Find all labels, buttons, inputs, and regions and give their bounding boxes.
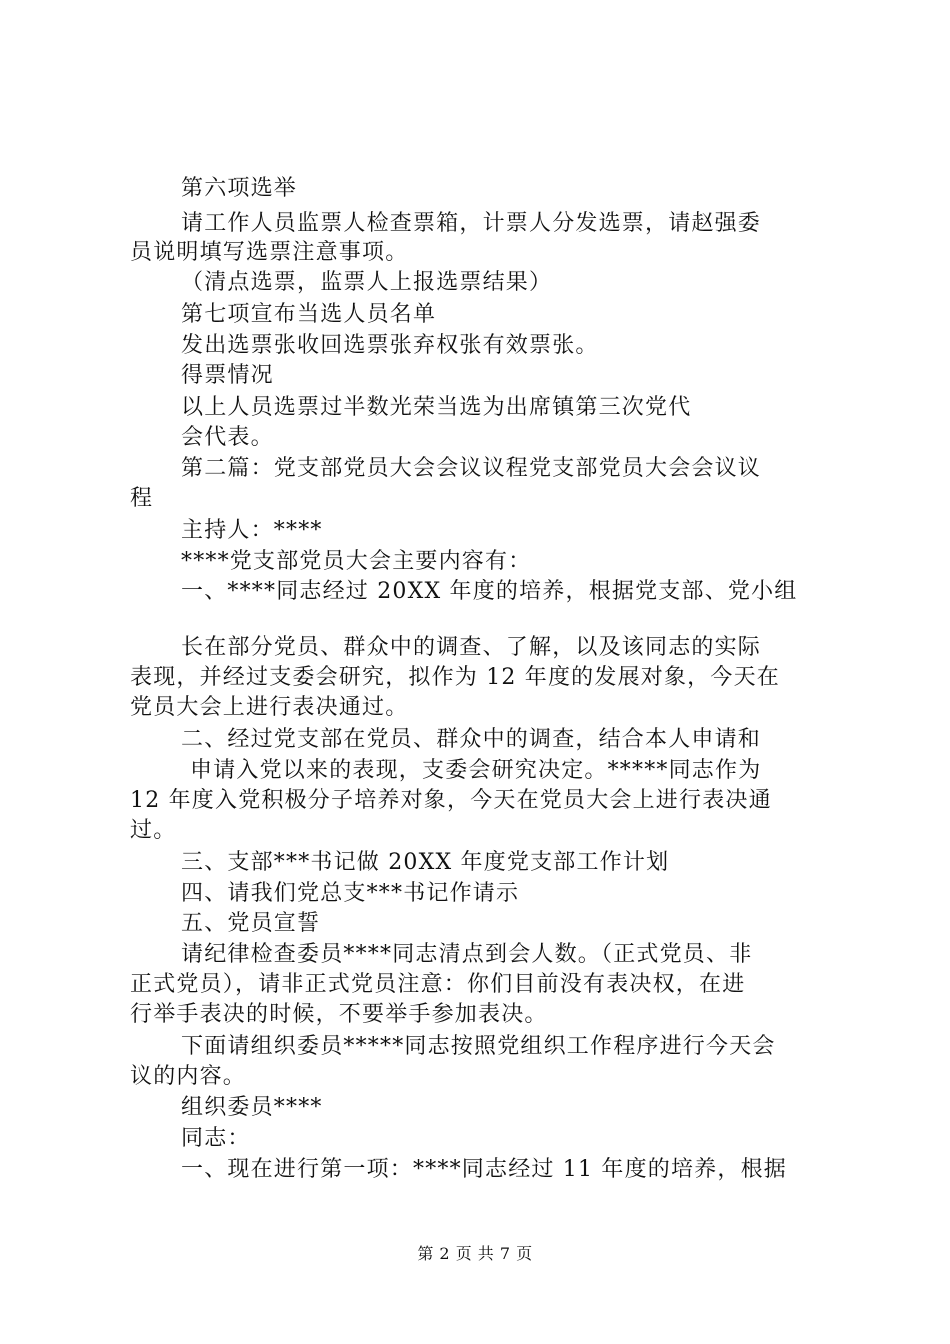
- text-line: 党员大会上进行表决通过。: [130, 695, 409, 720]
- text-line: 第七项宣布当选人员名单: [181, 302, 437, 327]
- text-line: 下面请组织委员*****同志按照党组织工作程序进行今天会: [181, 1034, 776, 1059]
- text-line: 主持人：****: [181, 518, 323, 543]
- text-line: 以上人员选票过半数光荣当选为出席镇第三次党代: [181, 395, 692, 420]
- text-line: 四、请我们党总支***书记作请示: [181, 881, 520, 906]
- section-heading-continued: 程: [130, 486, 154, 511]
- text-line: 员说明填写选票注意事项。: [130, 240, 409, 265]
- text-line: 议的内容。: [130, 1064, 247, 1089]
- section-heading: 第二篇：党支部党员大会会议议程党支部党员大会会议议: [181, 456, 762, 481]
- text-line: ****党支部党员大会主要内容有：: [181, 549, 532, 574]
- text-line: 第六项选举: [181, 176, 298, 201]
- text-line: 表现，并经过支委会研究，拟作为 12 年度的发展对象，今天在: [130, 665, 780, 690]
- text-line: 同志：: [181, 1126, 251, 1151]
- text-line: 三、支部***书记做 20XX 年度党支部工作计划: [181, 850, 670, 875]
- text-line: 申请入党以来的表现，支委会研究决定。*****同志作为: [190, 758, 762, 783]
- text-line: 一、****同志经过 20XX 年度的培养，根据党支部、党小组: [181, 579, 798, 604]
- text-line: 五、党员宣誓: [181, 911, 321, 936]
- text-line: 请工作人员监票人检查票箱，计票人分发选票，请赵强委: [181, 211, 762, 236]
- text-line: （清点选票，监票人上报选票结果）: [181, 270, 553, 295]
- text-line: 得票情况: [181, 363, 274, 388]
- text-line: 正式党员），请非正式党员注意：你们目前没有表决权，在进: [130, 972, 746, 997]
- text-line: 行举手表决的时候，不要举手参加表决。: [130, 1002, 548, 1027]
- text-line: 过。: [130, 818, 177, 843]
- text-line: 一、现在进行第一项：****同志经过 11 年度的培养，根据: [181, 1157, 787, 1182]
- text-line: 会代表。: [181, 425, 274, 450]
- text-line: 12 年度入党积极分子培养对象，今天在党员大会上进行表决通: [130, 788, 772, 813]
- text-line: 请纪律检查委员****同志清点到会人数。（正式党员、非: [181, 942, 753, 967]
- page-number-footer: 第 2 页 共 7 页: [417, 1244, 533, 1263]
- text-line: 发出选票张收回选票张弃权张有效票张。: [181, 333, 599, 358]
- text-line: 组织委员****: [181, 1095, 323, 1120]
- text-line: 长在部分党员、群众中的调查、了解，以及该同志的实际: [181, 635, 762, 660]
- text-line: 二、经过党支部在党员、群众中的调查，结合本人申请和: [181, 727, 762, 752]
